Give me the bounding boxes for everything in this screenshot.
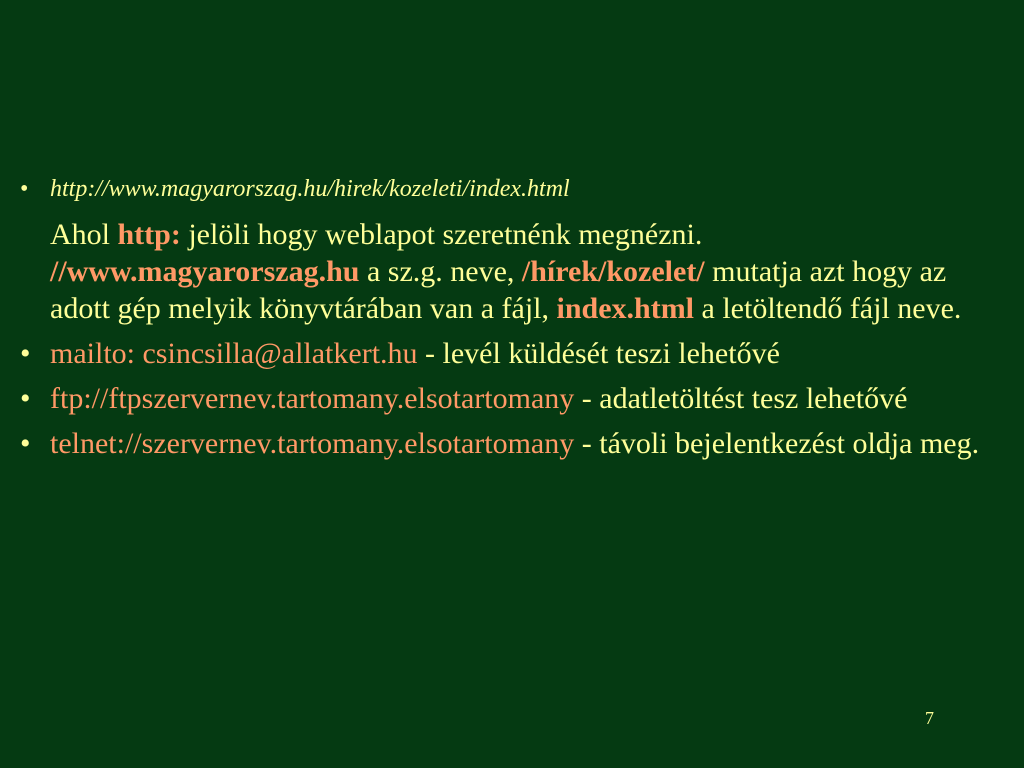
- bullet-item-telnet: [20, 425, 980, 462]
- ftp-link-text: ftp://ftpszervernev.tartomany.elsotartomany: [50, 382, 575, 415]
- http-explanation: [20, 216, 980, 327]
- keyword-file: index.html: [556, 292, 695, 325]
- slide-content: [20, 170, 980, 462]
- http-link-text: http://www.magyarorszag.hu/hirek/kozeleti/index.html: [50, 176, 570, 202]
- bullet-marker: •: [20, 337, 31, 370]
- bullet-marker: •: [20, 176, 29, 202]
- bullet-item-ftp: [20, 380, 980, 417]
- keyword-host: //www.magyarorszag.hu: [50, 255, 360, 288]
- bullet-item-mailto: [20, 335, 980, 372]
- mailto-link-text: mailto: csincsilla@allatkert.hu: [50, 337, 418, 370]
- explanation-text: jelöli hogy weblapot szeretnénk megnézni.: [180, 218, 703, 251]
- bullet-marker: •: [20, 427, 31, 460]
- telnet-description: - távoli bejelentkezést oldja meg.: [574, 427, 980, 460]
- ftp-description: - adatletöltést tesz lehetővé: [574, 382, 908, 415]
- bullet-marker: •: [20, 382, 31, 415]
- keyword-path: /hírek/kozelet/: [521, 255, 705, 288]
- bullet-item-http: [20, 170, 980, 208]
- explanation-text: mutatja azt hogy az adott gép melyik könyvtárában van a fájl,: [50, 255, 947, 325]
- keyword-protocol: http:: [117, 218, 181, 251]
- explanation-text: a sz.g. neve,: [359, 255, 522, 288]
- page-number: 7: [925, 708, 934, 728]
- mailto-description: - levél küldését teszi lehetővé: [417, 337, 780, 370]
- explanation-text: Ahol: [50, 218, 118, 251]
- telnet-link-text: telnet://szervernev.tartomany.elsotartomany: [50, 427, 575, 460]
- explanation-text: a letöltendő fájl neve.: [694, 292, 962, 325]
